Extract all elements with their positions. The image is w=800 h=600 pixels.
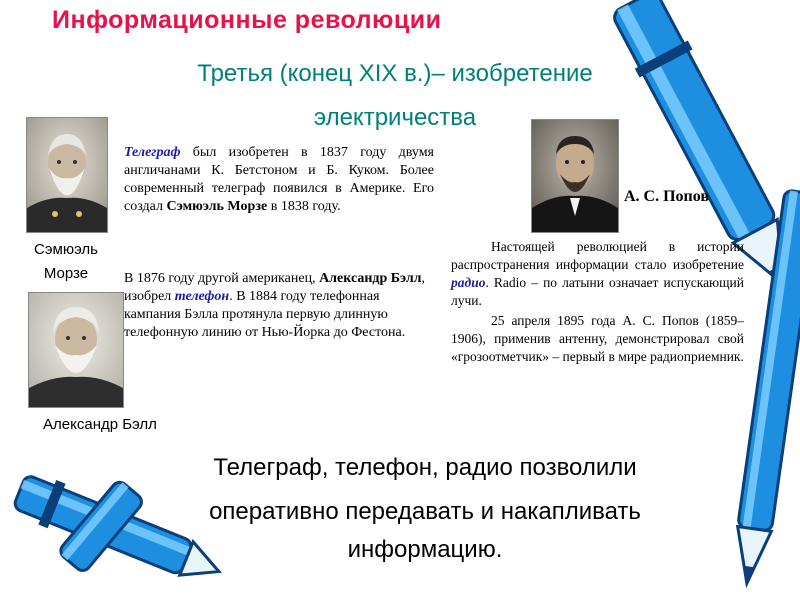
bell-text-2: , изобрел [124, 271, 426, 304]
term-radio: радио [451, 275, 486, 290]
morse-portrait [26, 117, 108, 233]
bell-text-3: . В 1884 году телефонная кампания Бэлла протянула первую длинную телефонную линию от Нью-Йорка до Фестона. [124, 289, 406, 340]
conclusion-line-2: оперативно передавать и накапливать [209, 498, 641, 525]
conclusion-line-3: информацию. [347, 536, 503, 563]
popov-paragraph-2: 25 апреля 1895 года А. С. Попов (1859–1906), применив антенну, демонстрировал свой «грозоотметчик» – первый в мире радиоприемник. [451, 313, 744, 364]
popov-portrait [531, 119, 619, 233]
bell-name: Александр Бэлл [319, 271, 422, 286]
popov-text-1: Настоящей революцией в истории распространения информации стало изобретение [451, 239, 744, 272]
popov-paragraph-1 [451, 238, 744, 310]
subtitle-line-2: электричества [313, 104, 477, 131]
subtitle-line-1: Третья (конец XIX в.)– изобретение [197, 60, 593, 87]
term-telegraph: Телеграф [124, 145, 181, 160]
morse-text-2: в 1838 году. [267, 199, 341, 214]
popov-paragraph [451, 238, 744, 366]
bell-caption: Александр Бэлл [43, 416, 157, 433]
morse-caption-line-1: Сэмюэль [34, 241, 98, 258]
morse-caption [16, 238, 116, 286]
bell-text-1: В 1876 году другой американец, [124, 271, 320, 286]
slide-title: Информационные революции [52, 6, 442, 34]
popov-text-2: . Radio – по латыни означает испускающий лучи. [451, 275, 744, 308]
bell-paragraph [124, 270, 434, 342]
term-telephone: телефон [174, 289, 230, 304]
morse-caption-line-2: Морзе [43, 265, 89, 282]
conclusion-line-1: Телеграф, телефон, радио позволили [213, 454, 637, 481]
popov-caption: А. С. Попов [624, 188, 710, 205]
bell-portrait [28, 292, 124, 408]
morse-text-1: был изобретен в 1837 году двумя англичанами К. Бетстоном и Б. Куком. Более современный телеграф появился в Америке. Его создал [124, 145, 434, 214]
morse-name: Сэмюэль Морзе [166, 199, 268, 214]
morse-paragraph [124, 144, 434, 216]
